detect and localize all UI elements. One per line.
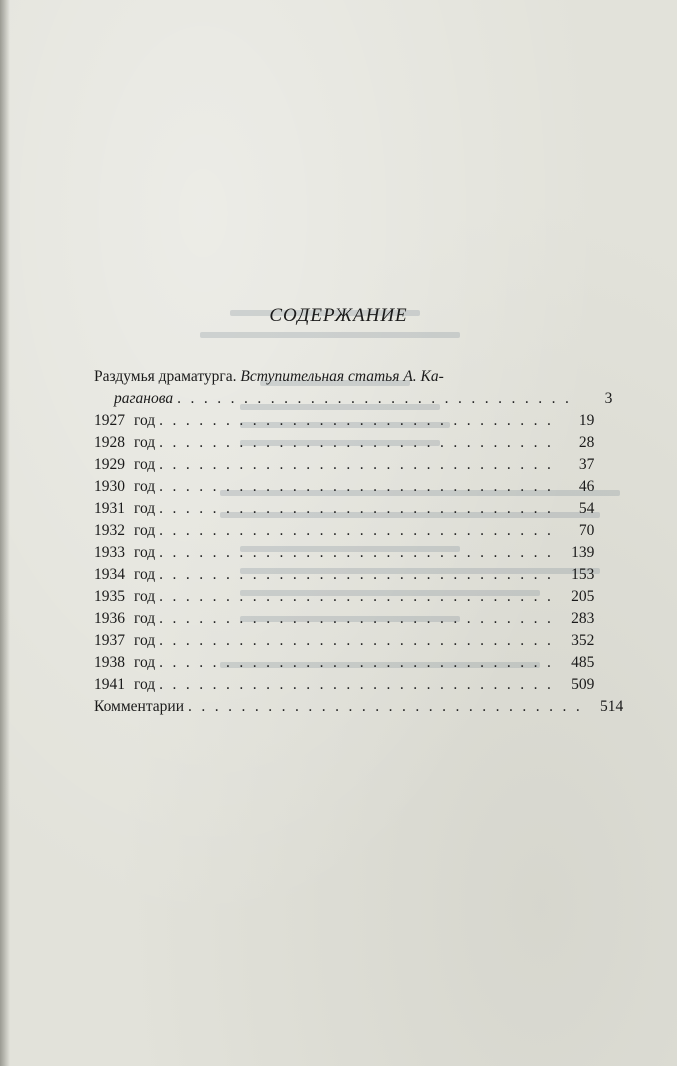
entry-year: 1935: [94, 588, 125, 605]
entry-word: год: [134, 500, 156, 517]
page-number: 153: [571, 566, 595, 583]
entry-label: [94, 434, 155, 452]
intro-title-italic: Вступительная статья А. Ка-: [240, 368, 444, 385]
leader-dots: ..............................: [159, 412, 561, 429]
leader-dots: ..............................: [188, 698, 590, 715]
toc-entry-1936[interactable]: [94, 610, 595, 632]
table-of-contents: [94, 368, 624, 720]
toc-entry-1941[interactable]: [94, 676, 595, 698]
leader-dots: ..............................: [159, 478, 561, 495]
entry-year: 1930: [94, 478, 125, 495]
entry-word: год: [134, 654, 156, 671]
entry-word: год: [134, 676, 156, 693]
entry-year: 1938: [94, 654, 125, 671]
year-entries: [94, 412, 595, 698]
entry-label: [94, 632, 155, 650]
entry-word: год: [134, 610, 156, 627]
entry-word: год: [134, 412, 156, 429]
toc-entry-1932[interactable]: [94, 522, 595, 544]
leader-dots: ..............................: [159, 544, 561, 561]
page-number: 3: [604, 390, 613, 407]
page-number: 70: [578, 522, 595, 539]
leader-dots: ..............................: [159, 654, 561, 671]
entry-label: [94, 676, 155, 694]
leader-dots: ..............................: [159, 588, 561, 605]
page-number: 139: [571, 544, 595, 561]
entry-label: [94, 588, 155, 606]
leader-dots: ..............................: [159, 500, 561, 517]
entry-label: Комментарии: [94, 698, 184, 715]
leader-dots: ..............................: [177, 390, 579, 407]
toc-intro-continuation[interactable]: [94, 390, 613, 412]
entry-word: год: [134, 434, 156, 451]
page-number: 54: [578, 500, 595, 517]
entry-year: 1936: [94, 610, 125, 627]
toc-entry-1938[interactable]: [94, 654, 595, 676]
entry-label: [94, 522, 155, 540]
entry-word: год: [134, 544, 156, 561]
entry-word: год: [134, 588, 156, 605]
contents-heading: СОДЕРЖАНИЕ: [269, 305, 408, 326]
page-number: 28: [578, 434, 595, 451]
page-number: 485: [571, 654, 595, 671]
toc-entry-1935[interactable]: [94, 588, 595, 610]
entry-label: [94, 500, 155, 518]
entry-label: [94, 654, 155, 672]
entry-label: [94, 610, 155, 628]
page-number: 514: [600, 698, 624, 715]
toc-entry-1928[interactable]: [94, 434, 595, 456]
entry-year: 1932: [94, 522, 125, 539]
page-binding-shadow: [0, 0, 10, 1066]
toc-entry-1929[interactable]: [94, 456, 595, 478]
page-number: 205: [571, 588, 595, 605]
page-number: 283: [571, 610, 595, 627]
entry-label: [94, 412, 155, 430]
entry-year: 1927: [94, 412, 125, 429]
leader-dots: ..............................: [159, 632, 561, 649]
toc-entry-1933[interactable]: [94, 544, 595, 566]
entry-word: год: [134, 456, 156, 473]
toc-entry-1927[interactable]: [94, 412, 595, 434]
page-number: 19: [578, 412, 595, 429]
toc-entry-1931[interactable]: [94, 500, 595, 522]
leader-dots: ..............................: [159, 610, 561, 627]
entry-label: [94, 566, 155, 584]
entry-word: год: [134, 478, 156, 495]
leader-dots: ..............................: [159, 676, 561, 693]
entry-label: [94, 456, 155, 474]
entry-year: 1934: [94, 566, 125, 583]
toc-entry-1937[interactable]: [94, 632, 595, 654]
leader-dots: ..............................: [159, 434, 561, 451]
intro-title-plain: Раздумья драматурга.: [94, 368, 237, 385]
intro-title-continued: раганова: [114, 390, 174, 407]
entry-label: [94, 478, 155, 496]
leader-dots: ..............................: [159, 566, 561, 583]
page-number: 37: [578, 456, 595, 473]
entry-label: [94, 544, 155, 562]
entry-year: 1931: [94, 500, 125, 517]
entry-year: 1929: [94, 456, 125, 473]
entry-word: год: [134, 522, 156, 539]
entry-year: 1928: [94, 434, 125, 451]
entry-year: 1941: [94, 676, 125, 693]
entry-year: 1937: [94, 632, 125, 649]
page-number: 352: [571, 632, 595, 649]
entry-word: год: [134, 566, 156, 583]
page-number: 46: [578, 478, 595, 495]
entry-word: год: [134, 632, 156, 649]
toc-intro-line[interactable]: [94, 368, 548, 390]
toc-entry-1934[interactable]: [94, 566, 595, 588]
leader-dots: ..............................: [159, 456, 561, 473]
page-number: 509: [571, 676, 595, 693]
toc-entry-comments[interactable]: [94, 698, 624, 720]
toc-entry-1930[interactable]: [94, 478, 595, 500]
leader-dots: ..............................: [159, 522, 561, 539]
entry-year: 1933: [94, 544, 125, 561]
